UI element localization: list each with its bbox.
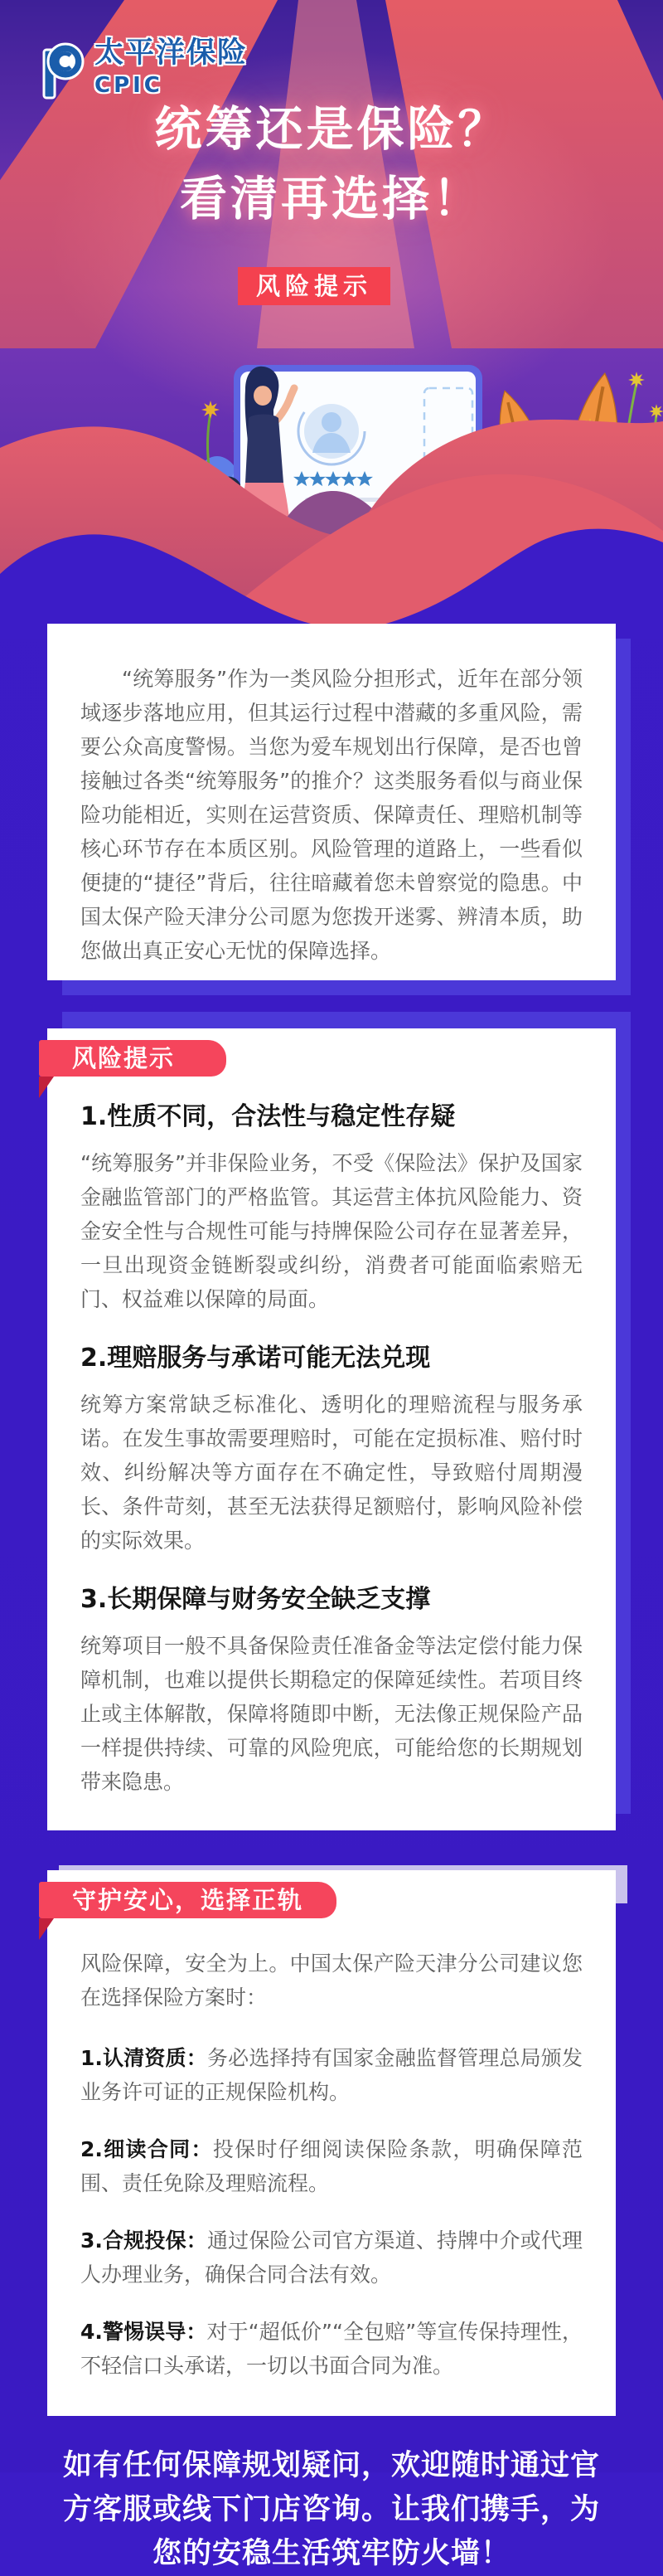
risk-body-1: “统筹服务”并非保险业务，不受《保险法》保护及国家金融监管部门的严格监管。其运营主体抗风险能力、资金安全性与合规性可能与持牌保险公司存在显著差异，一旦出现资金链断裂或纠纷，消费者可能面临索赔无门、权益难以保障的局面。 [80, 1151, 583, 1311]
risk-section-ribbon [39, 1040, 226, 1077]
brand-name-cn: 太平洋保险 [94, 36, 249, 70]
title-line-1: 统筹还是保险？ [154, 102, 509, 157]
advice-item-text: 投保时仔细阅读保险条款，明确保障范围、责任免除及理赔流程。 [80, 2137, 583, 2195]
risk-heading-1: 1.性质不同，合法性与稳定性存疑 [80, 1102, 456, 1131]
advice-intro: 风险保障，安全为上。中国太保产险天津分公司建议您在选择保险方案时： [80, 1951, 583, 2010]
intro-card [47, 624, 616, 980]
cpic-logo-icon [41, 30, 86, 101]
advice-item-3 [80, 2224, 583, 2292]
risk-heading-2: 2.理赔服务与承诺可能无法兑现 [80, 1344, 431, 1373]
advice-item-text: 务必选择持有国家金融监督管理总局颁发业务许可证的正规保险机构。 [80, 2046, 583, 2104]
risk-section-2 [80, 1341, 583, 1558]
advice-item-label: 2.细读合同： [80, 2137, 213, 2161]
advice-card-body [47, 1870, 616, 2416]
ribbon-label: 守护安心，选择正轨 [72, 1886, 304, 1914]
intro-card-body [47, 624, 616, 980]
avatar-icon [304, 404, 359, 459]
risk-heading-3: 3.长期保障与财务安全缺乏支撑 [80, 1585, 431, 1614]
advice-item-label: 4.警惕误导： [80, 2320, 207, 2344]
advice-item-label: 1.认清资质： [80, 2046, 207, 2070]
advice-item-1 [80, 2041, 583, 2109]
advice-item-label: 3.合规投保： [80, 2228, 207, 2253]
intro-paragraph: “统筹服务”作为一类风险分担形式，近年在部分领域逐步落地应用，但其运行过程中潜藏的多重风险，需要公众高度警惕。当您为爱车规划出行保障，是否也曾接触过各类“统筹服务”的推介？这类服务看似与商业保险功能相近，实则在运营资质、保障责任、理赔机制等核心环节存在本质区别。风险管理的道路上，一些看似便捷的“捷径”背后，往往暗藏着您未曾察觉的隐患。中国太保产险天津分公司愿为您拨开迷雾、辨清本质，助您做出真正安心无忧的保障选择。 [80, 667, 583, 963]
risk-card-body [47, 1028, 616, 1830]
ribbon-fold-icon [39, 1077, 54, 1098]
brand-name-en: CPIC [94, 73, 163, 98]
content [0, 624, 663, 2576]
advice-item-2 [80, 2132, 583, 2200]
advice-item-4 [80, 2315, 583, 2383]
risk-body-3: 统筹项目一般不具备保险责任准备金等法定偿付能力保障机制，也难以提供长期稳定的保障延续性。若项目终止或主体解散，保障将随即中断，无法像正规保险产品一样提供持续、可靠的风险兜底，可能给您的长期规划带来隐患。 [80, 1634, 583, 1794]
ribbon-fold-icon [39, 1918, 54, 1940]
hero-section [0, 0, 663, 639]
advice-section-ribbon [39, 1882, 336, 1918]
brand-logo-text [94, 30, 248, 98]
brand-logo [41, 30, 248, 101]
advice-item-text: 通过保险公司官方渠道、持牌中介或代理人办理业务，确保合同合法有效。 [80, 2228, 583, 2287]
risk-section-3 [80, 1582, 583, 1799]
risk-body-2: 统筹方案常缺乏标准化、透明化的理赔流程与服务承诺。在发生事故需要理赔时，可能在定损标准、赔付时效、纠纷解决等方面存在不确定性，导致赔付周期漫长、条件苛刻，甚至无法获得足额赔付，影响风险补偿的实际效果。 [80, 1392, 583, 1553]
page-title [0, 95, 663, 234]
title-line-2: 看清再选择！ [180, 172, 483, 226]
risk-card [47, 1028, 616, 1830]
risk-section-1 [80, 1100, 583, 1316]
risk-notice-badge: 风险提示 [238, 267, 390, 305]
ribbon-label: 风险提示 [72, 1044, 176, 1072]
advice-card [47, 1870, 616, 2416]
advice-item-text: 对于“超低价”“全包赔”等宣传保持理性，不轻信口头承诺，一切以书面合同为准。 [80, 2320, 583, 2378]
footer-message: 如有任何保障规划疑问，欢迎随时通过官方客服或线下门店咨询。让我们携手，为您的安稳生活筑牢防火墙！ [62, 2449, 600, 2570]
